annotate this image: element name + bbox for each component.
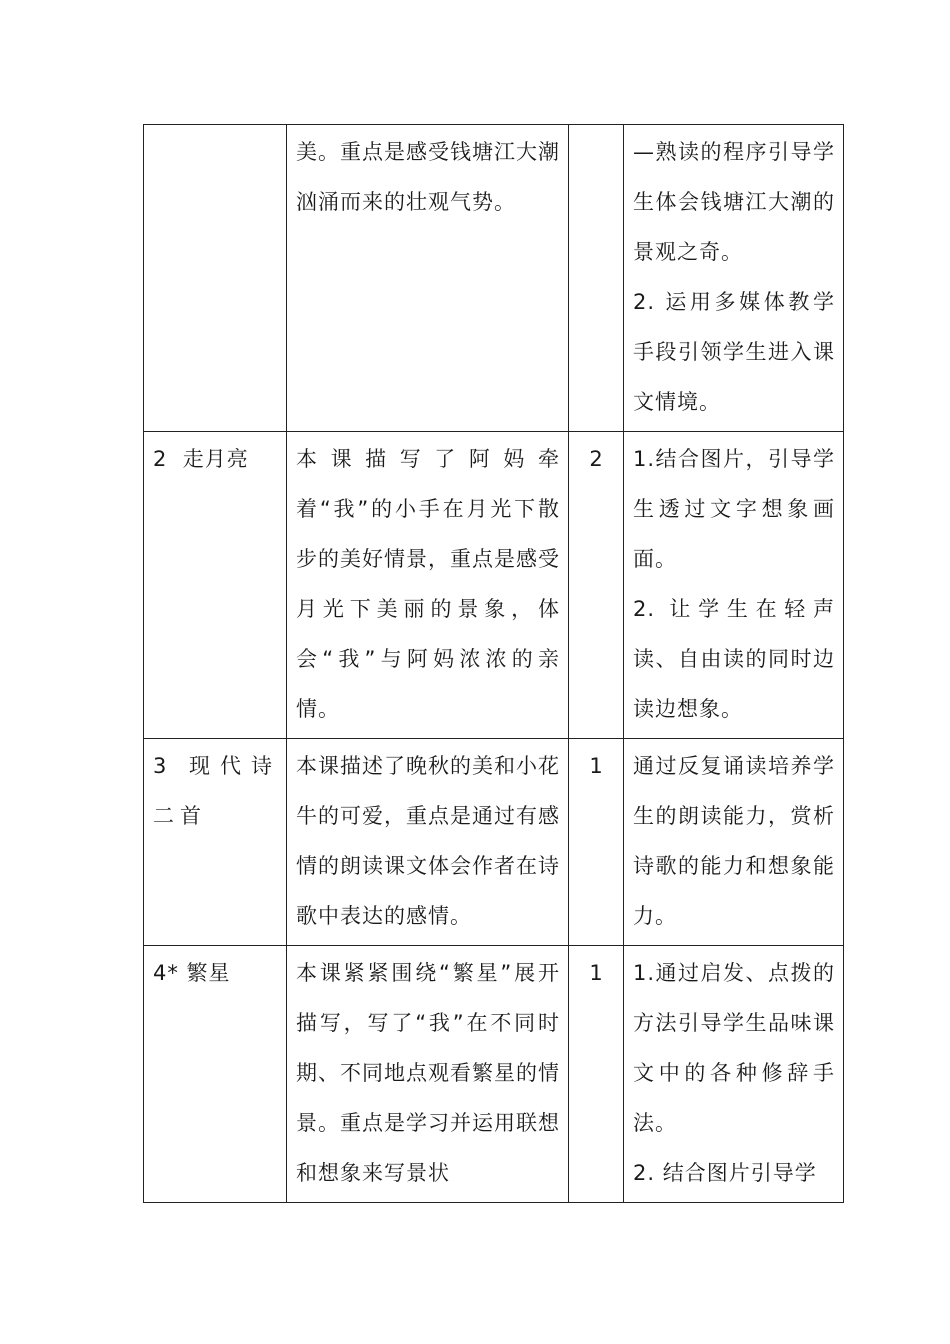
- lesson-title-cell: [144, 125, 287, 432]
- lesson-hours-cell: 1: [569, 739, 624, 946]
- lesson-summary-cell: 本课描述了晚秋的美和小花牛的可爱，重点是通过有感情的朗读课文体会作者在诗歌中表达的感情。: [287, 739, 569, 946]
- lesson-summary-cell: 本课描写了阿妈牵着“我”的小手在月光下散步的美好情景，重点是感受月光下美丽的景象，体会“我”与阿妈浓浓的亲情。: [287, 432, 569, 739]
- lesson-hours-cell: 2: [569, 432, 624, 739]
- lesson-methods-cell: [624, 432, 844, 739]
- lesson-title-cell: 4* 繁星: [144, 946, 287, 1203]
- table-row: [144, 946, 844, 1203]
- lesson-methods-cell: [624, 125, 844, 432]
- lesson-methods-cell: [624, 739, 844, 946]
- method-item: 2. 让学生在轻声读、自由读的同时边读边想象。: [633, 597, 835, 721]
- lesson-plan-table: [143, 124, 844, 1203]
- method-item: —熟读的程序引导学生体会钱塘江大潮的景观之奇。: [633, 140, 835, 264]
- lesson-summary-cell: 本课紧紧围绕“繁星”展开描写，写了“我”在不同时期、不同地点观看繁星的情景。重点是学习并运用联想和想象来写景状: [287, 946, 569, 1203]
- lesson-summary-cell: 美。重点是感受钱塘江大潮汹涌而来的壮观气势。: [287, 125, 569, 432]
- lesson-methods-cell: [624, 946, 844, 1203]
- lesson-hours-cell: [569, 125, 624, 432]
- lesson-hours-cell: 1: [569, 946, 624, 1203]
- method-item: 1.通过启发、点拨的方法引导学生品味课文中的各种修辞手法。: [633, 961, 835, 1135]
- table-row: [144, 125, 844, 432]
- table-row: [144, 739, 844, 946]
- method-item: 2. 运用多媒体教学手段引领学生进入课文情境。: [633, 290, 835, 414]
- table-row: [144, 432, 844, 739]
- method-item: 2. 结合图片引导学: [633, 1161, 817, 1185]
- lesson-title-cell: 3 现代诗二首: [144, 739, 287, 946]
- method-item: 1.结合图片，引导学生透过文字想象画面。: [633, 447, 835, 571]
- method-item: 通过反复诵读培养学生的朗读能力，赏析诗歌的能力和想象能力。: [633, 754, 835, 928]
- lesson-title-cell: 2 走月亮: [144, 432, 287, 739]
